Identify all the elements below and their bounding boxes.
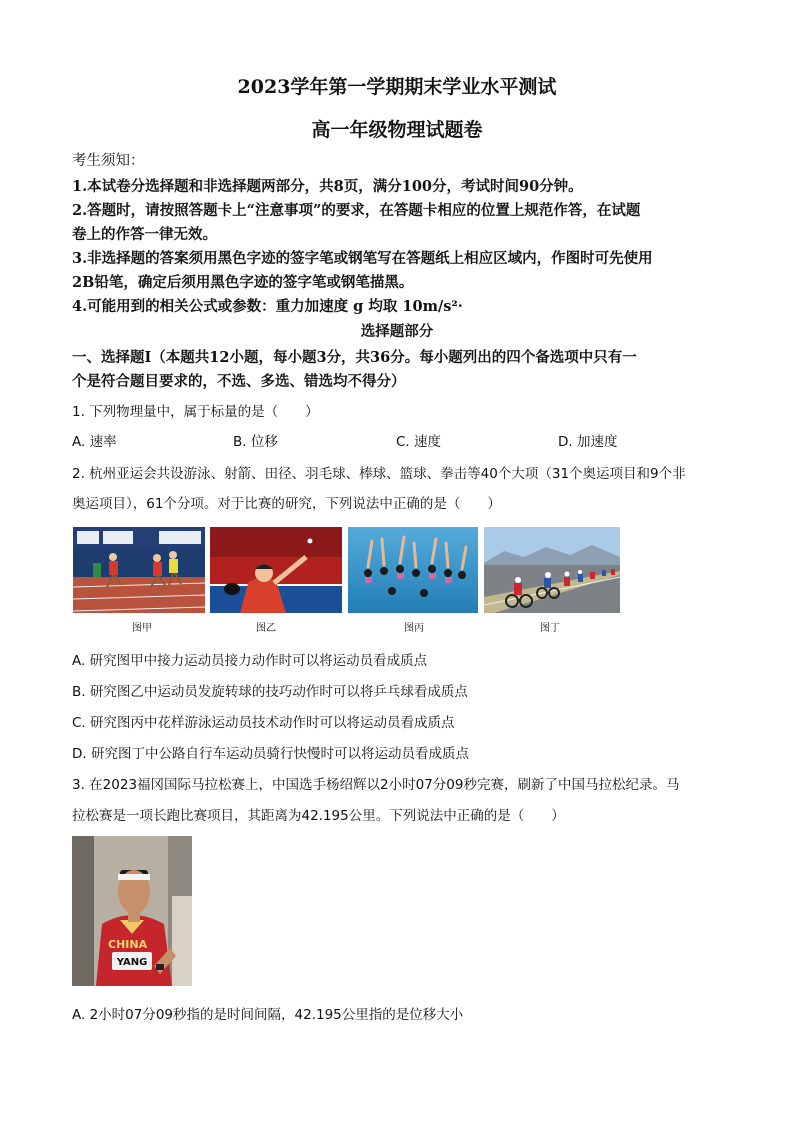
q3-stem-a: 3. 在2023福冈国际马拉松赛上，中国选手杨绍辉以2小时07分09秒完赛，刷新了中国马拉松纪录。马 — [72, 777, 680, 793]
notice-item-3a: 3.非选择题的答案须用黑色字迹的签字笔或钢笔写在答题纸上相应区域内，作图时可先使用 — [72, 250, 653, 267]
caption-bing: 图丙 — [404, 623, 424, 634]
section-heading-a: 一、选择题Ⅰ（本题共12小题，每小题3分，共36分。每小题列出的四个备选项中只有一 — [72, 349, 637, 366]
q3-option-a: A. 2小时07分09秒指的是时间间隔，42.195公里指的是位移大小 — [72, 1007, 464, 1023]
runner-bib-text: YANG — [116, 957, 148, 968]
q1-option-a: A. 速率 — [72, 434, 117, 450]
notice-heading: 考生须知： — [72, 153, 145, 169]
q2-option-d: D. 研究图丁中公路自行车运动员骑行快慢时可以将运动员看成质点 — [72, 746, 469, 762]
synchronized-swimming-photo — [348, 527, 478, 613]
q1-option-d: D. 加速度 — [558, 434, 618, 450]
relay-photo — [73, 527, 205, 613]
exam-title: 2023学年第一学期期末学业水平测试 — [237, 76, 557, 98]
caption-jia: 图甲 — [132, 623, 152, 634]
q3-stem-b: 拉松赛是一项长跑比赛项目，其距离为42.195公里。下列说法中正确的是（ ） — [72, 808, 565, 824]
q2-option-c: C. 研究图丙中花样游泳运动员技术动作时可以将运动员看成质点 — [72, 715, 455, 731]
caption-yi: 图乙 — [256, 623, 276, 634]
notice-item-1: 1.本试卷分选择题和非选择题两部分，共8页，满分100分，考试时间90分钟。 — [72, 178, 583, 195]
table-tennis-photo — [210, 527, 342, 613]
runner-shirt-text: CHINA — [108, 938, 148, 951]
q2-stem-a: 2. 杭州亚运会共设游泳、射箭、田径、羽毛球、棒球、篮球、拳击等40个大项（31个奥运项目和9个非 — [72, 466, 686, 482]
section-heading-b: 个是符合题目要求的，不选、多选、错选均不得分） — [72, 373, 406, 390]
exam-subtitle: 高一年级物理试题卷 — [311, 119, 483, 141]
notice-item-4: 4.可能用到的相关公式或参数：重力加速度 g 均取 10m/s²· — [72, 298, 463, 315]
caption-ding: 图丁 — [540, 623, 560, 634]
notice-item-2b: 卷上的作答一律无效。 — [72, 226, 217, 243]
notice-item-3b: 2B铅笔，确定后须用黑色字迹的签字笔或钢笔描黑。 — [72, 274, 414, 291]
notice-item-2a: 2.答题时，请按照答题卡上“注意事项”的要求，在答题卡相应的位置上规范作答，在试题 — [72, 202, 641, 219]
road-cycling-photo — [484, 527, 620, 613]
q2-stem-b: 奥运项目），61个分项。对于比赛的研究，下列说法中正确的是（ ） — [72, 496, 501, 512]
q1-stem: 1. 下列物理量中，属于标量的是（ ） — [72, 404, 319, 420]
marathon-runner-photo — [72, 836, 192, 986]
q1-option-c: C. 速度 — [396, 434, 442, 450]
q1-option-b: B. 位移 — [233, 434, 278, 450]
q2-option-a: A. 研究图甲中接力运动员接力动作时可以将运动员看成质点 — [72, 653, 428, 669]
q2-option-b: B. 研究图乙中运动员发旋转球的技巧动作时可以将乒乓球看成质点 — [72, 684, 468, 700]
part-title: 选择题部分 — [360, 323, 434, 340]
